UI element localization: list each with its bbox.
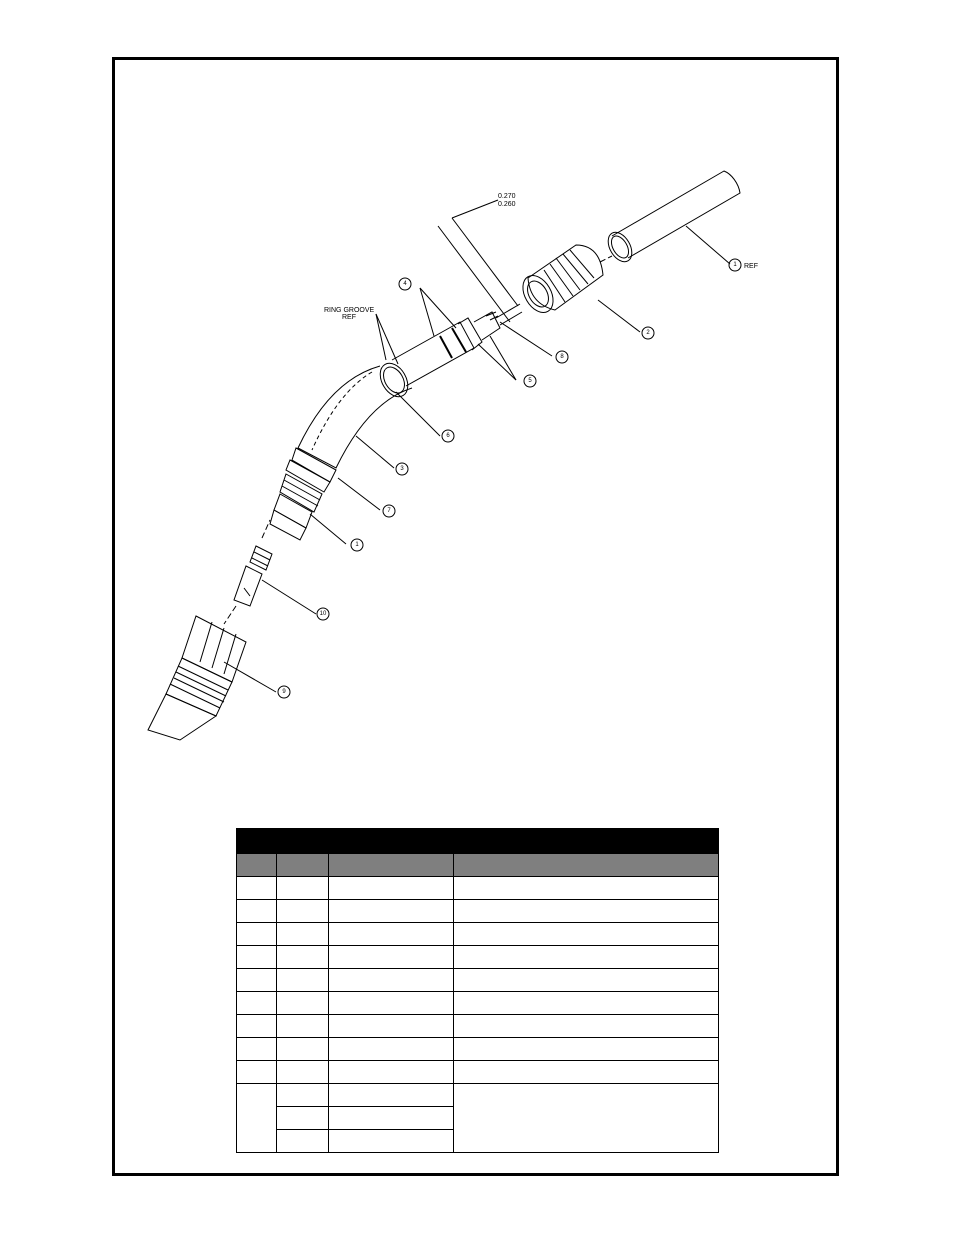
callout-1-lower: 1 — [355, 542, 359, 548]
callout-circles — [278, 259, 741, 698]
column-header — [237, 854, 277, 877]
dimension-lines — [438, 200, 518, 322]
curved-neck-tube — [298, 358, 413, 468]
table-row — [237, 1015, 719, 1038]
table-cell — [237, 1015, 277, 1038]
callout-6: 6 — [446, 433, 450, 439]
table-row — [237, 992, 719, 1015]
column-header — [277, 854, 329, 877]
ring-groove-ref-label: REF — [342, 314, 356, 321]
callout-7: 7 — [387, 508, 391, 514]
table-cell — [329, 1130, 454, 1153]
table-cell — [277, 992, 329, 1015]
table-cell — [237, 1038, 277, 1061]
callout-leaders — [224, 226, 730, 692]
table-cell — [454, 877, 719, 900]
table-row — [237, 969, 719, 992]
table-cell — [277, 1130, 329, 1153]
callout-1-ref: 1 — [733, 262, 737, 268]
table-cell — [454, 1015, 719, 1038]
table-cell — [454, 1084, 719, 1153]
table-cell — [237, 946, 277, 969]
table-cell — [237, 969, 277, 992]
table-cell — [329, 923, 454, 946]
callout-5: 5 — [528, 378, 532, 384]
table-cell — [237, 877, 277, 900]
callout-2: 2 — [646, 330, 650, 336]
table-cell — [277, 969, 329, 992]
knurled-nut — [517, 245, 603, 318]
callout-9: 9 — [282, 689, 286, 695]
table-cell — [329, 946, 454, 969]
dimension-upper: 0.270 — [498, 193, 516, 200]
table-row — [237, 1038, 719, 1061]
nozzle — [148, 616, 246, 740]
table-cell — [329, 1061, 454, 1084]
table-row — [237, 1061, 719, 1084]
table-cell — [277, 1038, 329, 1061]
dimension-lower: 0.260 — [498, 201, 516, 208]
table-row — [237, 923, 719, 946]
table-row — [237, 877, 719, 900]
connector-body — [392, 304, 522, 386]
column-header — [454, 854, 719, 877]
assembly-center-line — [224, 256, 612, 624]
table-cell — [277, 900, 329, 923]
table-cell — [277, 1061, 329, 1084]
table-cell — [277, 1107, 329, 1130]
table-cell — [277, 1015, 329, 1038]
table-cell — [329, 1015, 454, 1038]
table-cell — [329, 900, 454, 923]
table-cell — [329, 969, 454, 992]
table-cell — [237, 1084, 277, 1153]
ring-groove-label: RING GROOVE — [324, 307, 375, 314]
table-cell — [454, 900, 719, 923]
contact-tip — [234, 546, 272, 606]
table-cell — [277, 877, 329, 900]
gas-diffuser — [270, 474, 322, 540]
table-cell — [237, 923, 277, 946]
callout-10: 10 — [319, 611, 327, 617]
table-cell — [454, 923, 719, 946]
table-row — [237, 946, 719, 969]
table-cell — [329, 1084, 454, 1107]
table-cell — [277, 1084, 329, 1107]
ref-label: REF — [744, 263, 758, 270]
callout-8: 8 — [560, 354, 564, 360]
handle-tube — [603, 171, 740, 266]
table-cell — [277, 923, 329, 946]
table-cell — [454, 969, 719, 992]
table-title — [237, 829, 719, 854]
parts-list-table — [236, 828, 719, 1153]
table-cell — [237, 992, 277, 1015]
table-cell — [454, 992, 719, 1015]
column-header — [329, 854, 454, 877]
table-cell — [237, 900, 277, 923]
table-cell — [237, 1061, 277, 1084]
table-cell — [454, 946, 719, 969]
table-cell — [277, 946, 329, 969]
callout-4: 4 — [403, 281, 407, 287]
table-cell — [454, 1061, 719, 1084]
table-cell — [329, 877, 454, 900]
table-cell — [329, 992, 454, 1015]
table-row-group — [237, 1084, 719, 1107]
callout-3: 3 — [400, 466, 404, 472]
table-cell — [329, 1038, 454, 1061]
table-row — [237, 900, 719, 923]
table-cell — [454, 1038, 719, 1061]
table-cell — [329, 1107, 454, 1130]
